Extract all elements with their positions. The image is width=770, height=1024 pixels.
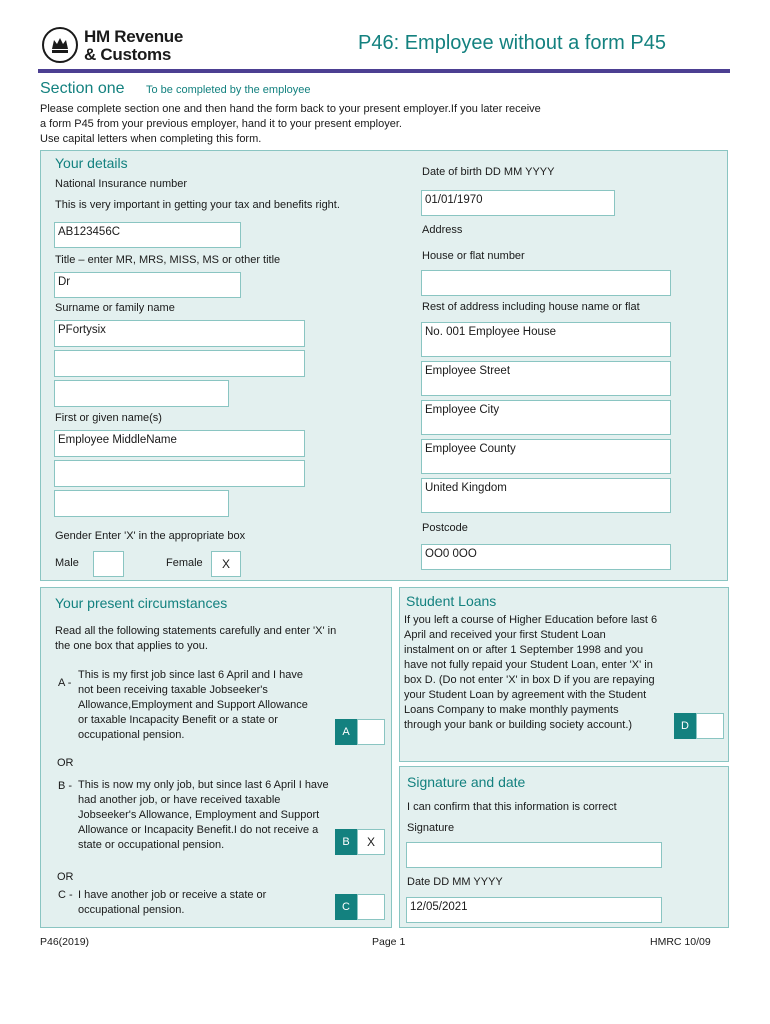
option-b-prefix: B - [58, 780, 73, 792]
house-label: House or flat number [422, 250, 525, 262]
option-c-text: I have another job or receive a state or occupational pension. [78, 889, 267, 916]
section-subtitle: To be completed by the employee [146, 84, 311, 96]
gender-label: Gender Enter 'X' in the appropriate box [55, 530, 246, 542]
surname-input-2[interactable] [54, 350, 305, 377]
option-a-text: This is my first job since last 6 April and I have not been receiving taxable Jobseeker's Allowance,Employment and Support Allowance or taxable Incapacity Benefit or a state or occupational pension. [78, 669, 308, 741]
dob-input[interactable]: 01/01/1970 [421, 190, 615, 216]
rest-address-label: Rest of address including house name or flat [422, 301, 640, 313]
option-d-letter: D [674, 713, 696, 739]
date-label: Date DD MM YYYY [407, 876, 503, 888]
section-title: Section one [40, 80, 125, 97]
address-line-5-input[interactable]: United Kingdom [421, 478, 671, 513]
title-label: Title – enter MR, MRS, MISS, MS or other title [55, 254, 281, 266]
option-c-prefix: C - [58, 889, 73, 901]
instruction-line: a form P45 from your previous employer, hand it to your present employer. [40, 118, 402, 130]
male-checkbox[interactable] [93, 551, 124, 577]
your-details-title: Your details [55, 155, 128, 171]
or-divider: OR [57, 757, 74, 769]
option-b-checkbox[interactable]: X [357, 829, 385, 855]
male-label: Male [55, 557, 79, 569]
option-a-prefix: A - [58, 677, 72, 689]
signature-title: Signature and date [407, 774, 526, 790]
address-line-4-input[interactable]: Employee County [421, 439, 671, 474]
address-label: Address [422, 224, 463, 236]
house-number-input[interactable] [421, 270, 671, 296]
address-line-1-input[interactable]: No. 001 Employee House [421, 322, 671, 357]
footer-version: HMRC 10/09 [650, 936, 711, 948]
circumstances-title: Your present circumstances [55, 595, 228, 611]
title-input[interactable]: Dr [54, 272, 241, 298]
or-divider: OR [57, 871, 74, 883]
date-input[interactable]: 12/05/2021 [406, 897, 662, 923]
student-loans-text: If you left a course of Higher Education before last 6 April and received your first Student Loan instalment on or after 1 September 1998 and you have not fully repaid your Student Loan, enter 'X' in box D. (Do not enter 'X' in box D if you are repaying your Student Loan by agreement with the Student Loans Company to make monthly payments through your bank or building society account.) [404, 614, 658, 731]
first-name-input-3[interactable] [54, 490, 229, 517]
surname-input-3[interactable] [54, 380, 229, 407]
first-name-label: First or given name(s) [55, 412, 162, 424]
address-line-2-input[interactable]: Employee Street [421, 361, 671, 396]
instruction-line: Please complete section one and then hand the form back to your present employer.If you later receive [40, 103, 541, 115]
logo-line2: & Customs [84, 45, 172, 64]
ni-note: This is very important in getting your tax and benefits right. [55, 199, 340, 211]
option-b-text: This is now my only job, but since last 6 April I have had another job, or have received taxable Jobseeker's Allowance, Employment and Support Allowance or Incapacity Benefit.I do not receive a state or occupational pension. [78, 779, 329, 851]
confirm-text: I can confirm that this information is correct [407, 801, 617, 813]
option-c-letter: C [335, 894, 357, 920]
footer-page-number: Page 1 [372, 936, 406, 948]
circumstances-intro: Read all the following statements carefully and enter 'X' in the one box that applies to you. [55, 625, 337, 652]
female-checkbox[interactable]: X [211, 551, 241, 577]
header-rule [38, 69, 730, 73]
option-a-checkbox[interactable] [357, 719, 385, 745]
option-d-checkbox[interactable] [696, 713, 724, 739]
ni-label: National Insurance number [55, 178, 188, 190]
female-label: Female [166, 557, 203, 569]
option-a-letter: A [335, 719, 357, 745]
ni-number-input[interactable]: AB123456C [54, 222, 241, 248]
option-b-letter: B [335, 829, 357, 855]
signature-input[interactable] [406, 842, 662, 868]
address-line-3-input[interactable]: Employee City [421, 400, 671, 435]
option-c-checkbox[interactable] [357, 894, 385, 920]
footer-form-code: P46(2019) [40, 936, 90, 948]
instruction-line: Use capital letters when completing this form. [40, 133, 262, 145]
logo-line1: HM Revenue [84, 27, 184, 46]
postcode-label: Postcode [422, 522, 468, 534]
form-title: P46: Employee without a form P45 [358, 32, 666, 54]
dob-label: Date of birth DD MM YYYY [422, 166, 555, 178]
first-name-input-2[interactable] [54, 460, 305, 487]
first-name-input-1[interactable]: Employee MiddleName [54, 430, 305, 457]
postcode-input[interactable]: OO0 0OO [421, 544, 671, 570]
student-loans-title: Student Loans [406, 593, 497, 609]
signature-label: Signature [407, 822, 455, 834]
surname-input-1[interactable]: PFortysix [54, 320, 305, 347]
crown-logo-icon [42, 27, 78, 63]
surname-label: Surname or family name [55, 302, 175, 314]
